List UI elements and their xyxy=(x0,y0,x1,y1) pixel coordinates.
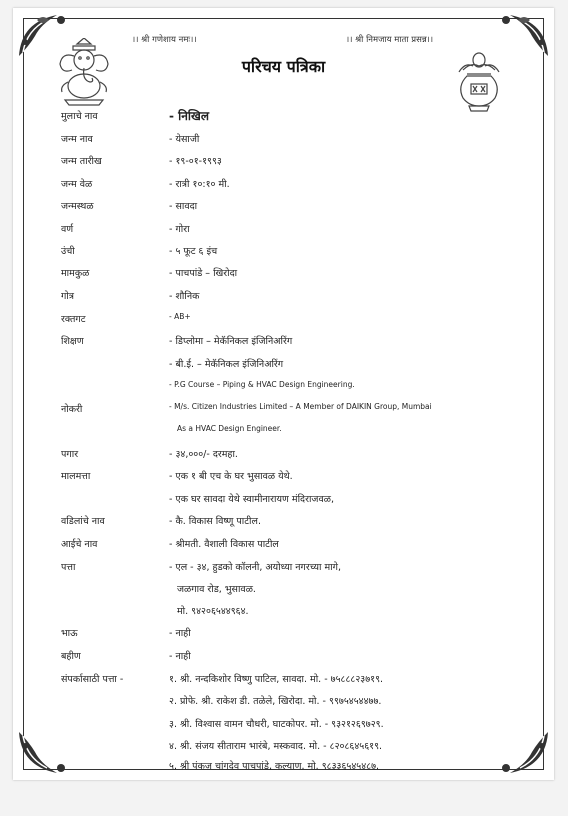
detail-value: As a HVAC Design Engineer. xyxy=(177,424,282,433)
detail-row-education-3 xyxy=(13,380,554,398)
detail-label: भाऊ xyxy=(61,628,78,639)
detail-label: गोत्र xyxy=(61,291,75,302)
detail-value: - नाही xyxy=(169,651,191,662)
detail-label: मामकुळ xyxy=(61,268,90,279)
detail-label: जन्म नाव xyxy=(61,134,93,145)
detail-label: जन्म वेळ xyxy=(61,179,93,190)
invocation-right: ।। श्री निमजाय माता प्रसन्न।। xyxy=(346,35,434,45)
detail-row-dob xyxy=(13,154,554,172)
detail-value: - AB+ xyxy=(169,312,191,321)
detail-label: वर्ण xyxy=(61,224,74,235)
detail-label: वडिलांचे नाव xyxy=(61,516,105,527)
detail-value: ५. श्री पंकज चांगदेव पाचपांडे, कल्याण. मो. ९८३३६५४५४८७. xyxy=(169,761,380,772)
detail-row-contact-5 xyxy=(13,759,554,777)
detail-value: - निखिल xyxy=(169,109,209,123)
invocation-left: ।। श्री गणेशाय नमः।। xyxy=(132,35,197,45)
detail-label: नोकरी xyxy=(61,404,83,415)
detail-row-education xyxy=(13,334,554,352)
detail-label: शिक्षण xyxy=(61,336,84,347)
detail-row-salary xyxy=(13,447,554,465)
detail-row-address xyxy=(13,560,554,578)
detail-row-address-3 xyxy=(13,604,554,622)
detail-row-property-2 xyxy=(13,492,554,510)
detail-label: पगार xyxy=(61,449,79,460)
detail-row-mamakul xyxy=(13,266,554,284)
detail-row-father xyxy=(13,514,554,532)
detail-value: जळगाव रोड, भुसावळ. xyxy=(177,584,256,595)
detail-row-pob xyxy=(13,199,554,217)
detail-row-job xyxy=(13,402,554,420)
detail-value: - एल - ३४, हुडको कॉलनी, अयोध्या नगरच्या मागे, xyxy=(169,562,341,573)
detail-label: पत्ता xyxy=(61,562,76,573)
detail-row-job-2 xyxy=(13,424,554,442)
detail-row-contact-3 xyxy=(13,717,554,735)
detail-row-mother xyxy=(13,537,554,555)
detail-value: मो. ९४२०६५४४९६४. xyxy=(177,606,249,617)
detail-value: ४. श्री. संजय सीताराम भारंबे, मस्कवाद. मो. - ८२०८६४५६१९. xyxy=(169,741,383,752)
detail-value: - एक घर सावदा येथे स्वामीनारायण मंदिराजवळ, xyxy=(169,494,334,505)
detail-row-brother xyxy=(13,626,554,644)
detail-value: - ५ फूट ६ इंच xyxy=(169,246,218,257)
detail-label: संपर्कासाठी पत्ता - xyxy=(61,674,124,685)
detail-value: - ३४,०००/- दरमहा. xyxy=(169,449,238,460)
detail-row-contact xyxy=(13,672,554,690)
detail-value: १. श्री. नन्दकिशोर विष्णु पाटिल, सावदा. मो. - ७५८८८२३७१९. xyxy=(169,674,384,685)
detail-row-property xyxy=(13,469,554,487)
detail-row-education-2 xyxy=(13,357,554,375)
detail-row-contact-4 xyxy=(13,739,554,757)
detail-value: - बी.ई. – मेकॅनिकल इंजिनिअरिंग xyxy=(169,359,284,370)
detail-value: - कै. विकास विष्णू पाटील. xyxy=(169,516,261,527)
detail-value: - श्रीमती. वैशाली विकास पाटील xyxy=(169,539,279,550)
detail-row-blood-group xyxy=(13,312,554,330)
detail-value: - डिप्लोमा – मेकॅनिकल इंजिनिअरिंग xyxy=(169,336,293,347)
detail-value: ३. श्री. विश्वास वामन चौधरी, घाटकोपर. मो. - ९३२१२६९७२९. xyxy=(169,719,384,730)
detail-label: बहीण xyxy=(61,651,81,662)
detail-value: - पाचपांडे – खिरोदा xyxy=(169,268,238,279)
detail-row-height xyxy=(13,244,554,262)
detail-row-address-2 xyxy=(13,582,554,600)
biodata-page xyxy=(13,8,554,780)
detail-value: - सावदा xyxy=(169,201,198,212)
detail-row-complexion xyxy=(13,222,554,240)
detail-row-gotra xyxy=(13,289,554,307)
detail-value: - रात्री १०:१० मी. xyxy=(169,179,230,190)
detail-row-birthname xyxy=(13,132,554,150)
detail-value: - येसाजी xyxy=(169,134,200,145)
detail-row-contact-2 xyxy=(13,694,554,712)
detail-value: २. प्रोफे. श्री. राकेश डी. तळेले, खिरोदा. मो. - ९९७५४५४४७७. xyxy=(169,696,382,707)
detail-value: - P.G Course – Piping & HVAC Design Engineering. xyxy=(169,380,355,389)
detail-label: रक्तगट xyxy=(61,314,86,325)
detail-value: - नाही xyxy=(169,628,191,639)
detail-label: मालमत्ता xyxy=(61,471,91,482)
page-title: परिचय पत्रिका xyxy=(241,57,326,76)
detail-label: उंची xyxy=(61,246,75,257)
detail-row-sister xyxy=(13,649,554,667)
detail-value: - गोरा xyxy=(169,224,190,235)
detail-value: - १९-०१-१९९३ xyxy=(169,156,222,167)
detail-label: मुलाचे नाव xyxy=(61,111,98,122)
detail-row-name xyxy=(13,109,554,127)
detail-value: - शौनिक xyxy=(169,291,200,302)
detail-label: आईचे नाव xyxy=(61,539,98,550)
detail-label: जन्मस्थळ xyxy=(61,201,94,212)
detail-label: जन्म तारीख xyxy=(61,156,102,167)
detail-row-tob xyxy=(13,177,554,195)
detail-value: - M/s. Citizen Industries Limited – A Member of DAIKIN Group, Mumbai xyxy=(169,402,432,411)
detail-value: - एक १ बी एच के घर भुसावळ येथे. xyxy=(169,471,293,482)
